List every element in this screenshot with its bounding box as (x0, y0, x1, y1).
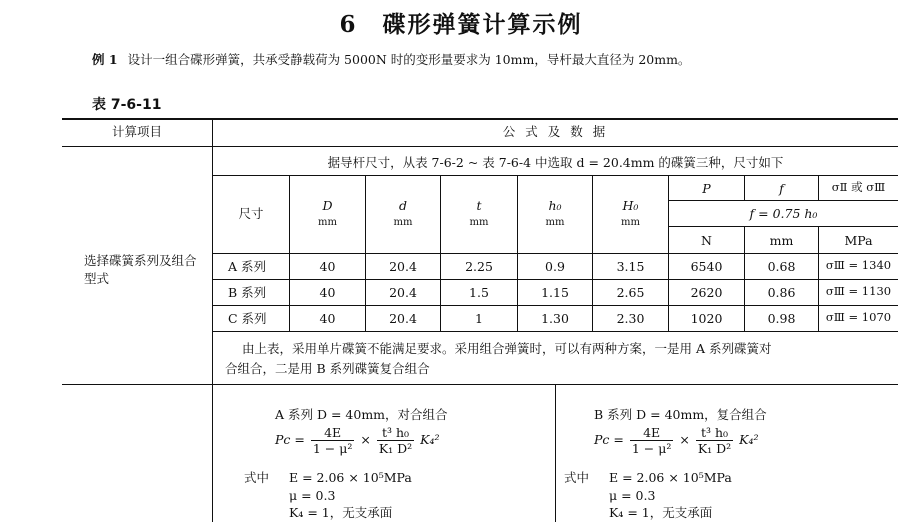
col-D-unit: mm (318, 217, 337, 228)
col-H0-unit: mm (621, 217, 640, 228)
scheme-b-e: E = 2.06 × 10⁵MPa (609, 470, 732, 485)
cell-sigma: σⅢ = 1130 (825, 284, 892, 298)
cell-sigma: σⅢ = 1340 (825, 258, 892, 272)
scheme-a-mu: μ = 0.3 (289, 488, 336, 503)
row-name: B 系列 (228, 285, 267, 300)
col-t-symbol: t (476, 198, 482, 213)
col-t-unit: mm (469, 217, 489, 228)
scheme-a-e: E = 2.06 × 10⁵MPa (289, 470, 412, 485)
scheme-b-formula: Pc = $\frac{4E}{\text{1 − μ²}}$ × $\frac{\text{t³ h₀}}{\text{K₁ D²}}$ K₄² (594, 425, 759, 456)
cell-D: 40 (319, 259, 336, 274)
scheme-b-k4: K₄ = 1，无支承面 (609, 505, 713, 520)
scheme-b-mu: μ = 0.3 (609, 488, 656, 503)
cell-H0: 2.65 (616, 285, 645, 300)
section-bottom-rule (62, 384, 898, 385)
example-label: 例 1 (92, 52, 118, 67)
cell-h0: 1.15 (541, 285, 569, 300)
f-relation-top-rule (668, 200, 898, 201)
f-relation: f = 0.75 h₀ (749, 206, 818, 221)
cell-t: 2.25 (465, 259, 493, 274)
row-c-bottom-rule (213, 331, 898, 332)
col-P-symbol: P (702, 181, 711, 196)
main-column-divider (212, 118, 213, 522)
intro-text: 据导杆尺寸，从表 7-6-2 ~ 表 7-6-4 中选取 d = 20.4mm 的碟簧三种，尺寸如下 (327, 155, 784, 170)
page-title: 6 碟形弹簧计算示例 (339, 11, 583, 38)
col-D-head (290, 198, 365, 229)
cell-d: 20.4 (389, 285, 417, 300)
col-d-symbol: d (398, 198, 407, 213)
cell-d: 20.4 (389, 259, 417, 274)
header-calc-item: 计算项目 (111, 124, 162, 139)
cell-t: 1.5 (469, 285, 489, 300)
col-t-head (441, 198, 517, 229)
example-text: 设计一组合碟形弹簧，共承受静载荷为 5000N 时的变形量要求为 10mm，导杆最大直径为 20mm。 (127, 52, 691, 67)
col-divider-6 (668, 175, 669, 331)
col-h0-symbol: h₀ (548, 198, 562, 213)
col-d-unit: mm (393, 217, 413, 228)
cell-D: 40 (319, 285, 336, 300)
cell-f: 0.68 (767, 259, 796, 274)
cell-d: 20.4 (389, 311, 417, 326)
cell-f: 0.98 (767, 311, 796, 326)
col-H0-symbol: H₀ (622, 198, 639, 213)
col-H0-head (593, 198, 668, 229)
cell-f: 0.86 (767, 285, 796, 300)
scheme-b-title: B 系列 D = 40mm，复合组合 (594, 407, 767, 422)
cell-sigma: σⅢ = 1070 (825, 310, 892, 324)
conclusion-line-2: 合组合，二是用 B 系列碟簧复合组合 (225, 361, 430, 376)
header-formula-data: 公 式 及 数 据 (502, 124, 609, 139)
col-D-symbol: D (322, 198, 333, 213)
col-f-unit: mm (769, 233, 794, 248)
example-statement (92, 50, 690, 68)
cell-P: 6540 (690, 259, 723, 274)
col-h0-head (518, 198, 592, 229)
cell-P: 1020 (690, 311, 723, 326)
col-sigma-unit: MPa (844, 233, 873, 248)
f-relation-bottom-rule (668, 226, 898, 227)
scheme-a-formula: Pc = $\frac{4E}{\text{1 − μ²}}$ × $\frac{\text{t³ h₀}}{\text{K₁ D²}}$ K₄² (275, 425, 440, 456)
scheme-a-where: 式中 (244, 470, 270, 485)
scheme-divider (555, 384, 556, 522)
row-name: A 系列 (228, 259, 267, 274)
size-header-bottom-rule (213, 253, 898, 254)
intro-bottom-rule (213, 175, 898, 176)
cell-h0: 1.30 (541, 311, 569, 326)
section-label: 选择碟簧系列及组合型式 (84, 253, 197, 286)
conclusion-line-1: 由上表，采用单片碟簧不能满足要求。采用组合弹簧时，可以有两种方案，一是用 A 系列碟簧对 (242, 341, 772, 356)
row-b-bottom-rule (213, 305, 898, 306)
col-d-head (366, 198, 440, 229)
col-h0-unit: mm (545, 217, 565, 228)
cell-t: 1 (475, 311, 483, 326)
table-number: 表 7-6-11 (92, 97, 162, 113)
scheme-a-k4: K₄ = 1，无支承面 (289, 505, 393, 520)
fraction: $\frac{4E}{\text{1 − μ²}}$ (631, 425, 672, 456)
size-row-head: 尺寸 (238, 206, 264, 221)
col-P-unit: N (701, 233, 712, 248)
fraction: $\frac{4E}{\text{1 − μ²}}$ (312, 425, 353, 456)
header-bottom-rule (62, 146, 898, 147)
scheme-a-title: A 系列 D = 40mm，对合组合 (275, 407, 448, 422)
col-sigma-symbol: σⅡ 或 σⅢ (831, 180, 886, 194)
cell-H0: 2.30 (616, 311, 645, 326)
table-top-rule (62, 118, 898, 120)
cell-D: 40 (319, 311, 336, 326)
fraction: $\frac{\text{t³ h₀}}{\text{K₁ D²}}$ (378, 425, 413, 456)
row-name: C 系列 (228, 311, 267, 326)
cell-H0: 3.15 (616, 259, 645, 274)
scheme-b-where: 式中 (564, 470, 590, 485)
row-a-bottom-rule (213, 279, 898, 280)
cell-h0: 0.9 (545, 259, 565, 274)
cell-P: 2620 (690, 285, 723, 300)
col-f-symbol: f (779, 181, 784, 196)
fraction: $\frac{\text{t³ h₀}}{\text{K₁ D²}}$ (697, 425, 732, 456)
